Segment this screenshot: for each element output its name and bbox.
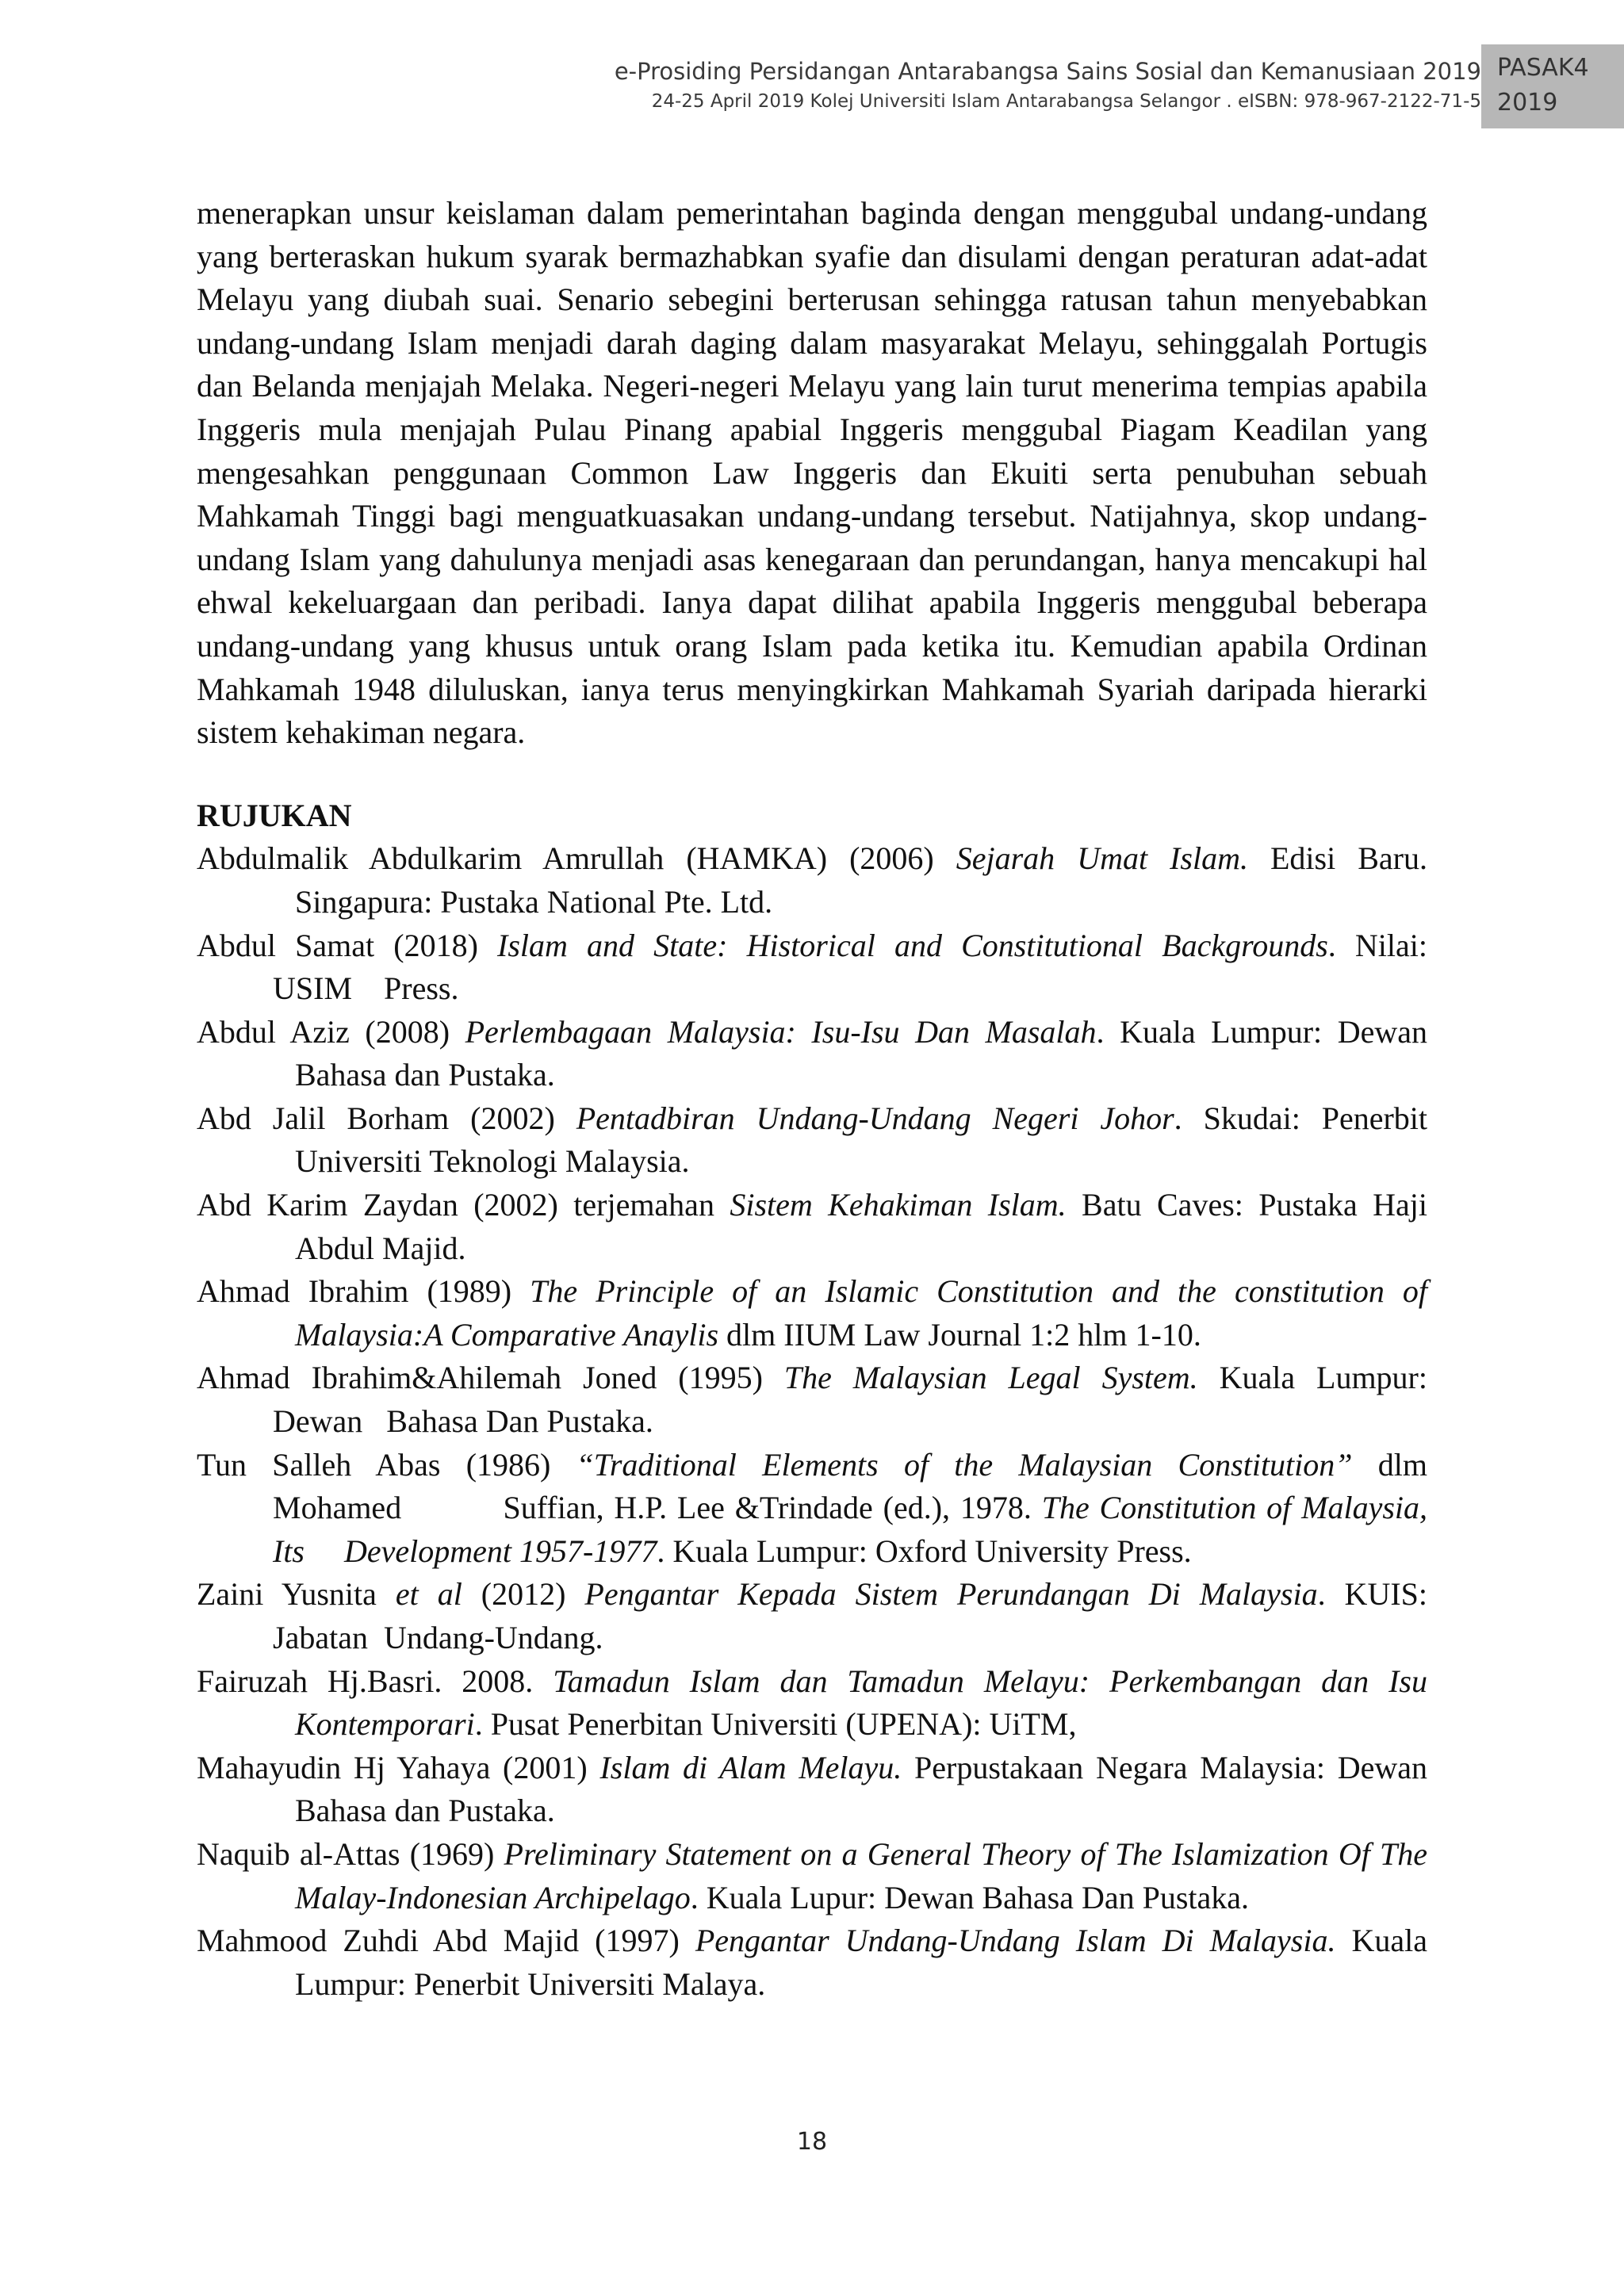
reference-item: Abdul Aziz (2008) Perlembagaan Malaysia: Isu-Isu Dan Masalah. Kuala Lumpur: Dewan Bahasa dan Pustaka. [197,1013,1427,1093]
reference-item: Ahmad Ibrahim&Ahilemah Joned (1995) The Malaysian Legal System. Kuala Lumpur: Dewan Bahasa Dan Pustaka. [197,1360,1427,1440]
reference-item: Tun Salleh Abas (1986) “Traditional Elements of the Malaysian Constitution” dlm Mohamed Suffian, H.P. Lee &Trindade (ed.), 1978. The Constitution of Malaysia, Its Development 1957-1977. Kuala Lumpur: Oxford University Press. [197,1446,1428,1569]
references-heading: RUJUKAN [197,797,352,833]
body-paragraph: menerapkan unsur keislaman dalam pemerintahan baginda dengan menggubal undang-undang yang berteraskan hukum syarak bermazhabkan syafie dan disulami dengan peraturan adat-adat Melayu yang diubah suai. Senario sebegini berterusan sehingga ratusan tahun menyebabkan undang-undang Islam menjadi darah daging dalam masyarakat Melayu, sehinggalah Portugis dan Belanda menjajah Melaka. Negeri-negeri Melayu yang lain turut menerima tempias apabila Inggeris mula menjajah Pulau Pinang apabial Inggeris menggubal Piagam Keadilan yang mengesahkan penggunaan Common Law Inggeris dan Ekuiti serta penubuhan sebuah Mahkamah Tinggi bagi menguatkuasakan undang-undang tersebut. Natijahnya, skop undang-undang Islam yang dahulunya menjadi asas kenegaraan dan perundangan, hanya mencakupi hal ehwal kekeluargaan dan peribadi. Ianya dapat dilihat apabila Inggeris menggubal beberapa undang-undang yang khusus untuk orang Islam pada ketika itu. Kemudian apabila Ordinan Mahkamah 1948 diluluskan, ianya terus menyingkirkan Mahkamah Syariah daripada hierarki sistem kehakiman negara. [197,195,1427,751]
reference-item: Zaini Yusnita et al (2012) Pengantar Kepada Sistem Perundangan Di Malaysia. KUIS: Jabatan Undang-Undang. [197,1576,1428,1655]
reference-item: Abdulmalik Abdulkarim Amrullah (HAMKA) (2006) Sejarah Umat Islam. Edisi Baru. Singapura: Pustaka National Pte. Ltd. [197,840,1427,920]
reference-item: Fairuzah Hj.Basri. 2008. Tamadun Islam dan Tamadun Melayu: Perkembangan dan Isu Kontemporari. Pusat Penerbitan Universiti (UPENA): UiTM, [197,1663,1428,1743]
badge-line-2: 2019 [1497,89,1558,117]
reference-item: Naquib al-Attas (1969) Preliminary Statement on a General Theory of The Islamization Of The Malay-Indonesian Archipelago. Kuala Lupur: Dewan Bahasa Dan Pustaka. [197,1835,1428,1915]
header-title: e-Prosiding Persidangan Antarabangsa Sains Sosial dan Kemanusiaan 2019 [614,58,1481,85]
header-subtitle: 24-25 April 2019 Kolej Universiti Islam Antarabangsa Selangor . eISBN: 978-967-2122-71-5 [651,91,1481,112]
reference-item: Abdul Samat (2018) Islam and State: Historical and Constitutional Backgrounds. Nilai: USIM Press. [197,927,1428,1007]
reference-item: Abd Karim Zaydan (2002) terjemahan Sistem Kehakiman Islam. Batu Caves: Pustaka Haji Abdul Majid. [197,1187,1427,1266]
page-content [197,192,1427,2006]
page-number: 18 [796,2128,828,2156]
badge-line-1: PASAK4 [1497,54,1589,82]
reference-item: Mahayudin Hj Yahaya (2001) Islam di Alam Melayu. Perpustakaan Negara Malaysia: Dewan Bahasa dan Pustaka. [197,1749,1428,1829]
references-list [197,837,1427,2006]
conference-badge [1481,44,1624,128]
reference-item: Ahmad Ibrahim (1989) The Principle of an Islamic Constitution and the constitution of Malaysia:A Comparative Anaylis dlm IIUM Law Journal 1:2 hlm 1-10. [197,1273,1427,1353]
reference-item: Abd Jalil Borham (2002) Pentadbiran Undang-Undang Negeri Johor. Skudai: Penerbit Universiti Teknologi Malaysia. [197,1100,1428,1180]
running-header [292,55,1481,116]
reference-item: Mahmood Zuhdi Abd Majid (1997) Pengantar Undang-Undang Islam Di Malaysia. Kuala Lumpur: Penerbit Universiti Malaya. [197,1923,1427,2002]
